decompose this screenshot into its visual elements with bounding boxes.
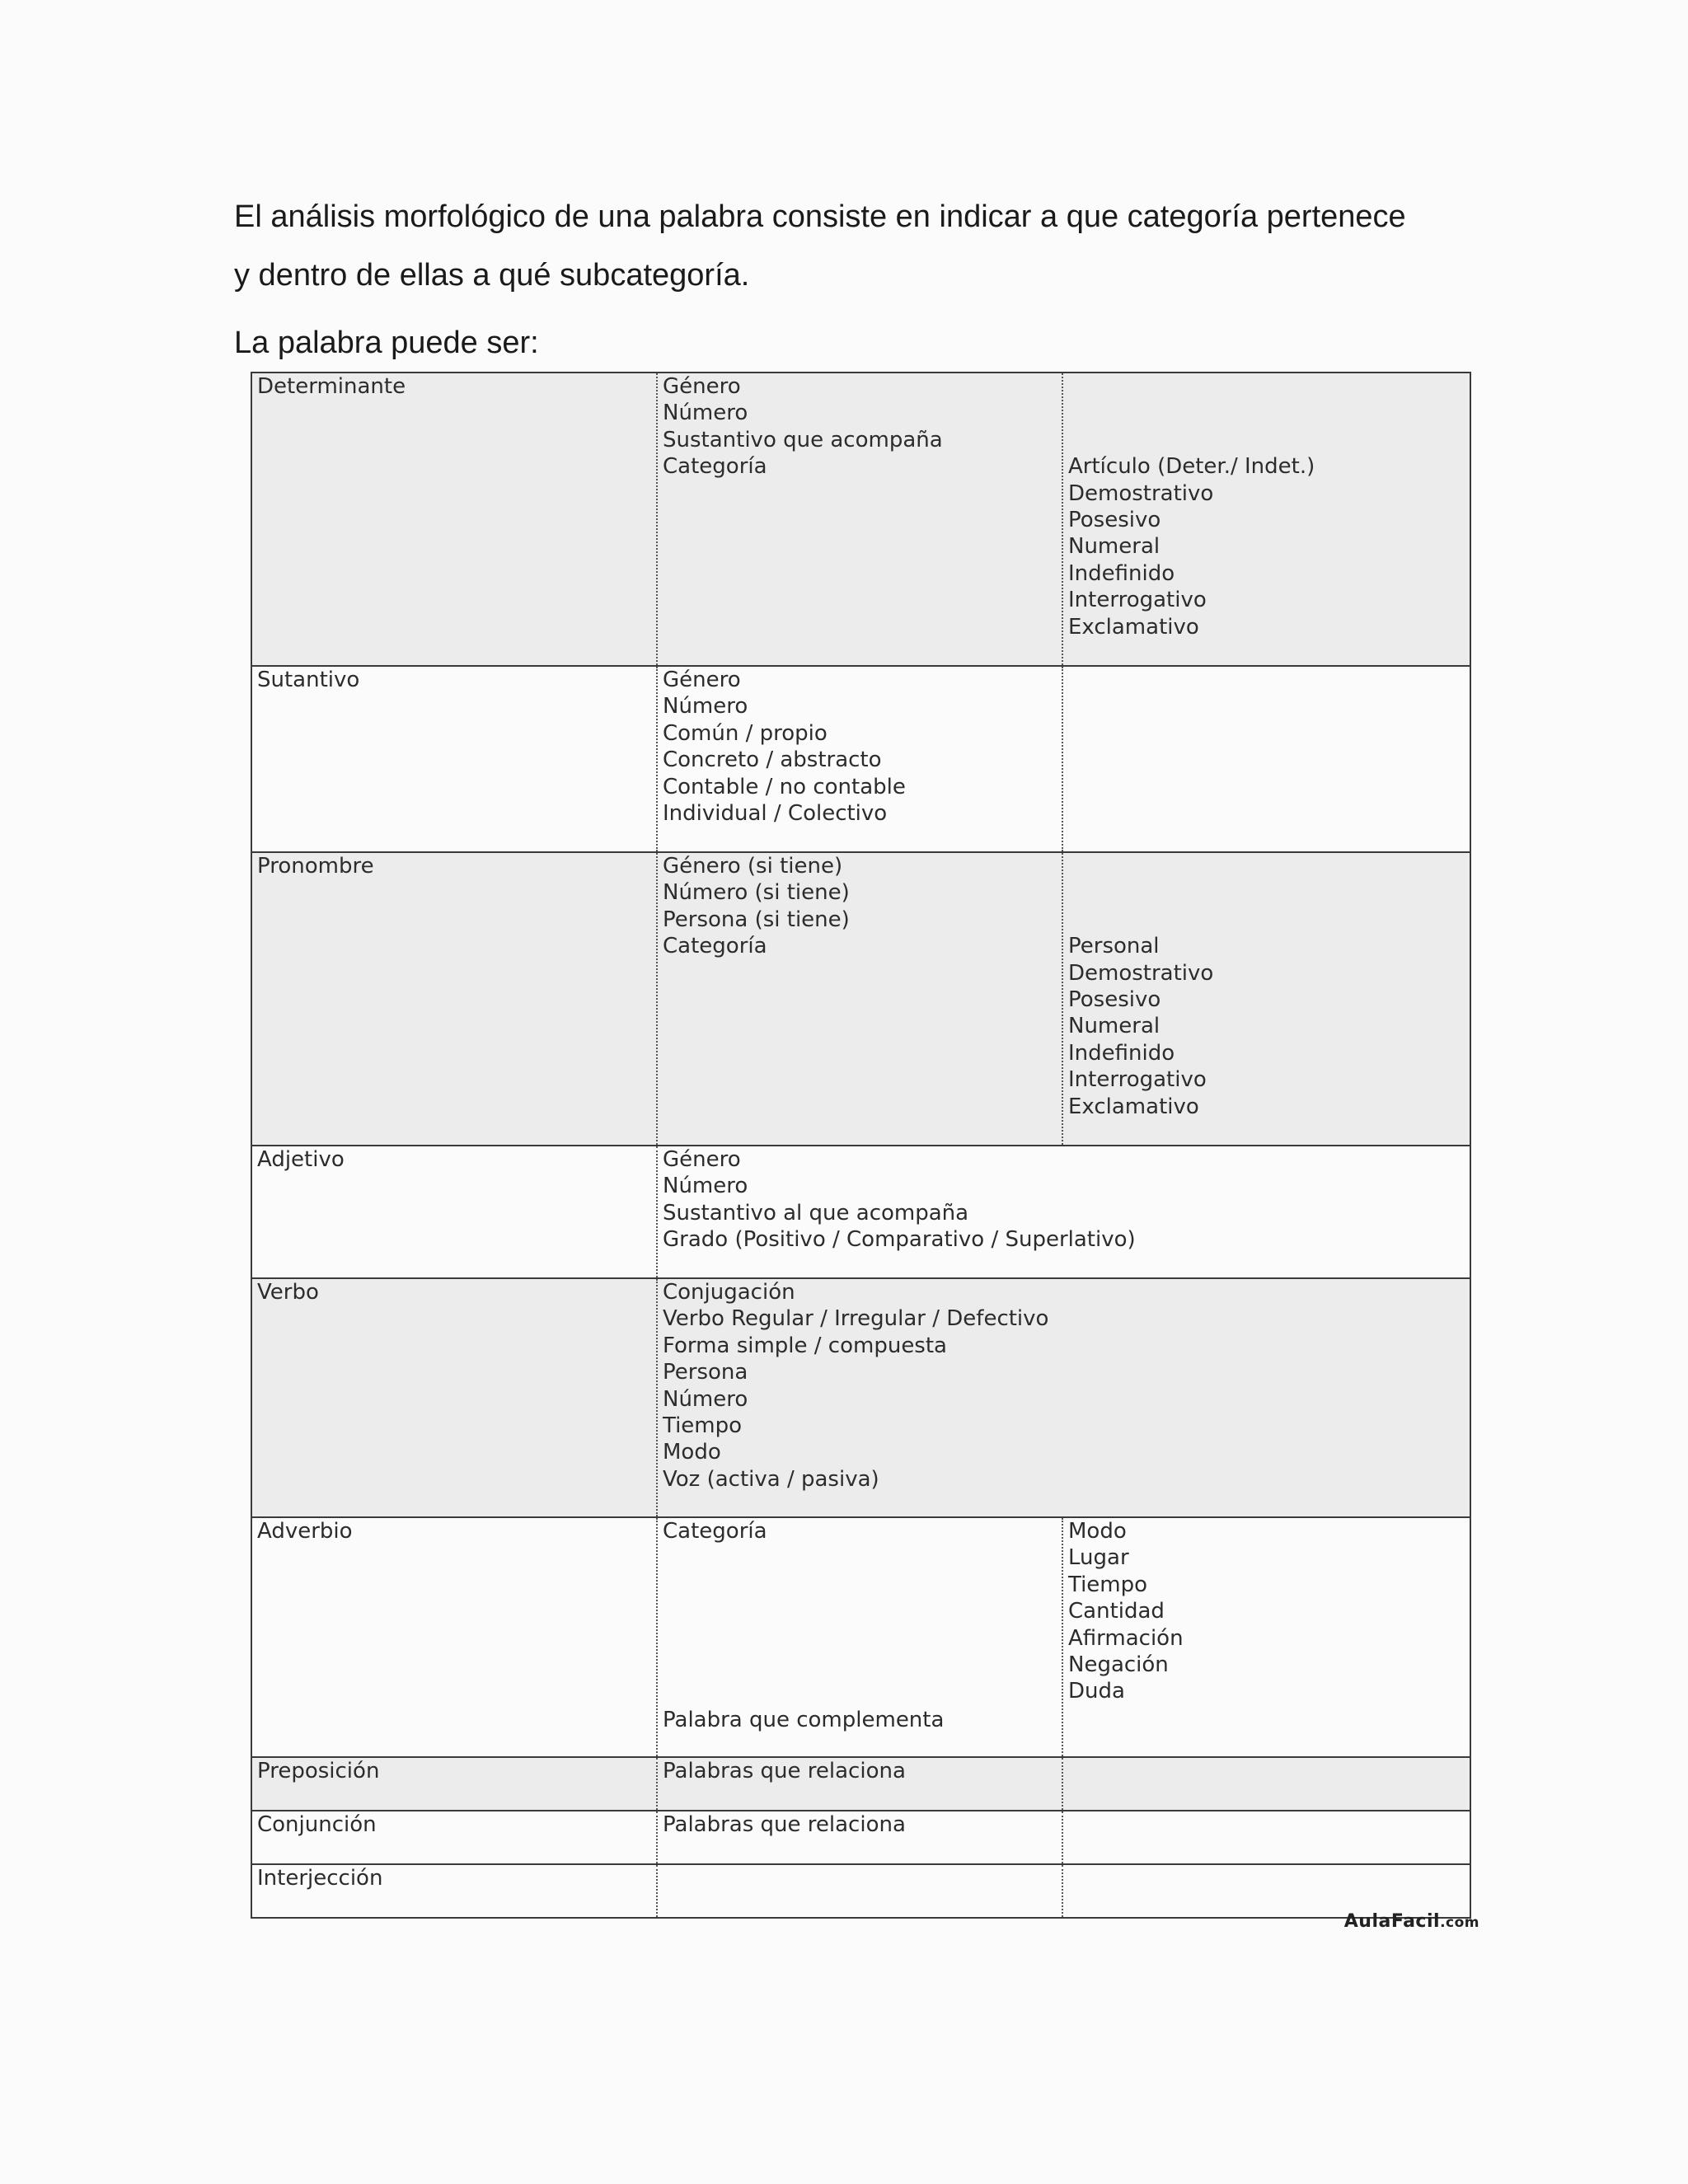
subcategory-line: Tiempo xyxy=(1068,1572,1148,1597)
property-line: Sustantivo al que acompaña xyxy=(663,1200,969,1226)
subcategory-line: Numeral xyxy=(1068,1014,1160,1039)
intro-line-2: y dentro de ellas a qué subcategoría. xyxy=(234,258,750,293)
table-row-interjeccion xyxy=(252,1865,1470,1917)
subcategories-cell xyxy=(1063,373,1470,665)
property-line: Persona (si tiene) xyxy=(663,907,850,932)
subcategory-line: Afirmación xyxy=(1068,1625,1184,1651)
intro-paragraph xyxy=(234,188,1487,305)
category-cell: Verbo xyxy=(252,1279,658,1516)
category-cell: Adverbio xyxy=(252,1518,658,1756)
intro-line-1: El análisis morfológico de una palabra consiste en indicar a que categoría pertenece xyxy=(234,199,1406,234)
property-line: Categoría xyxy=(663,454,767,480)
subcategories-cell xyxy=(1063,1758,1470,1810)
property-line: Persona xyxy=(663,1360,748,1385)
properties-cell xyxy=(658,373,1063,665)
property-line: Género (si tiene) xyxy=(663,854,843,879)
watermark-brand: AulaFacil xyxy=(1343,1911,1441,1932)
aulafacil-watermark xyxy=(1344,1911,1479,1932)
properties-cell xyxy=(658,853,1063,1145)
watermark-suffix: .com xyxy=(1440,1915,1479,1931)
subcategory-line: Indefinido xyxy=(1068,1040,1175,1066)
subcategories-cell xyxy=(1063,853,1470,1145)
properties-cell xyxy=(658,1518,1063,1756)
property-line: Conjugación xyxy=(663,1280,795,1305)
property-line: Modo xyxy=(663,1440,721,1465)
properties-cell xyxy=(658,1865,1063,1917)
subcategories-cell xyxy=(1063,1811,1470,1863)
subcategory-line: Modo xyxy=(1068,1519,1127,1544)
table-row-preposicion xyxy=(252,1758,1470,1811)
property-line: Tiempo xyxy=(663,1413,743,1439)
property-bottom-line: Palabra que complementa xyxy=(663,1707,945,1732)
subcategories-cell xyxy=(1063,1518,1470,1756)
subcategories-cell xyxy=(1063,667,1470,851)
subcategory-line: Lugar xyxy=(1068,1545,1129,1571)
category-cell: Determinante xyxy=(252,373,658,665)
property-line: Género xyxy=(663,668,741,692)
property-line: Palabras que relaciona xyxy=(663,1812,906,1837)
category-cell: Interjección xyxy=(252,1865,658,1917)
table-row-sutantivo xyxy=(252,667,1470,853)
property-line: Concreto / abstracto xyxy=(663,748,882,773)
table-row-verbo xyxy=(252,1279,1470,1518)
table-row-determinante xyxy=(252,373,1470,667)
subcategory-line: Interrogativo xyxy=(1068,588,1207,613)
subcategory-line: Personal xyxy=(1068,934,1160,959)
subcategory-line: Negación xyxy=(1068,1652,1169,1678)
category-cell: Sutantivo xyxy=(252,667,658,851)
category-cell: Adjetivo xyxy=(252,1146,658,1277)
subcategory-line: Artículo (Deter./ Indet.) xyxy=(1068,454,1315,480)
table-row-conjuncion xyxy=(252,1811,1470,1865)
property-line: Sustantivo que acompaña xyxy=(663,427,943,452)
subcategories-cell xyxy=(1063,1865,1470,1917)
property-line: Número xyxy=(663,1386,748,1412)
subcategory-line: Indefinido xyxy=(1068,560,1175,586)
property-line: Común / propio xyxy=(663,720,828,746)
category-cell: Conjunción xyxy=(252,1811,658,1863)
property-line: Individual / Colectivo xyxy=(663,801,888,827)
subcategory-line: Cantidad xyxy=(1068,1599,1165,1624)
property-line: Género xyxy=(663,1147,741,1172)
properties-cell xyxy=(658,1758,1063,1810)
properties-cell xyxy=(658,1279,1470,1516)
properties-cell xyxy=(658,1811,1063,1863)
category-cell: Pronombre xyxy=(252,853,658,1145)
property-line: Número xyxy=(663,401,748,426)
property-line: Palabras que relaciona xyxy=(663,1759,906,1783)
property-line: Grado (Positivo / Comparativo / Superlativo) xyxy=(663,1227,1136,1253)
property-line: Número xyxy=(663,694,748,719)
property-line: Verbo Regular / Irregular / Defectivo xyxy=(663,1306,1049,1332)
morphology-table xyxy=(251,372,1471,1919)
property-line: Número xyxy=(663,1174,748,1199)
property-line: Forma simple / compuesta xyxy=(663,1333,947,1358)
table-row-pronombre xyxy=(252,853,1470,1146)
property-line: Categoría xyxy=(663,1519,767,1544)
property-line: Voz (activa / pasiva) xyxy=(663,1466,879,1492)
subcategory-line: Numeral xyxy=(1068,534,1160,560)
property-line: Contable / no contable xyxy=(663,774,906,799)
subcategory-line: Demostrativo xyxy=(1068,960,1214,986)
properties-cell xyxy=(658,667,1063,851)
subcategory-line: Posesivo xyxy=(1068,508,1161,532)
property-line: Número (si tiene) xyxy=(663,880,850,906)
properties-cell xyxy=(658,1146,1470,1277)
lead-text: La palabra puede ser: xyxy=(234,326,539,360)
subcategory-line: Posesivo xyxy=(1068,987,1161,1012)
subcategory-line: Exclamativo xyxy=(1068,614,1199,640)
property-line: Género xyxy=(663,374,741,399)
subcategory-line: Interrogativo xyxy=(1068,1067,1207,1093)
subcategory-line: Exclamativo xyxy=(1068,1094,1199,1119)
property-line: Categoría xyxy=(663,934,767,959)
subcategory-line: Duda xyxy=(1068,1679,1125,1704)
table-row-adverbio xyxy=(252,1518,1470,1758)
subcategory-line: Demostrativo xyxy=(1068,480,1214,506)
category-cell: Preposición xyxy=(252,1758,658,1810)
table-row-adjetivo xyxy=(252,1146,1470,1279)
